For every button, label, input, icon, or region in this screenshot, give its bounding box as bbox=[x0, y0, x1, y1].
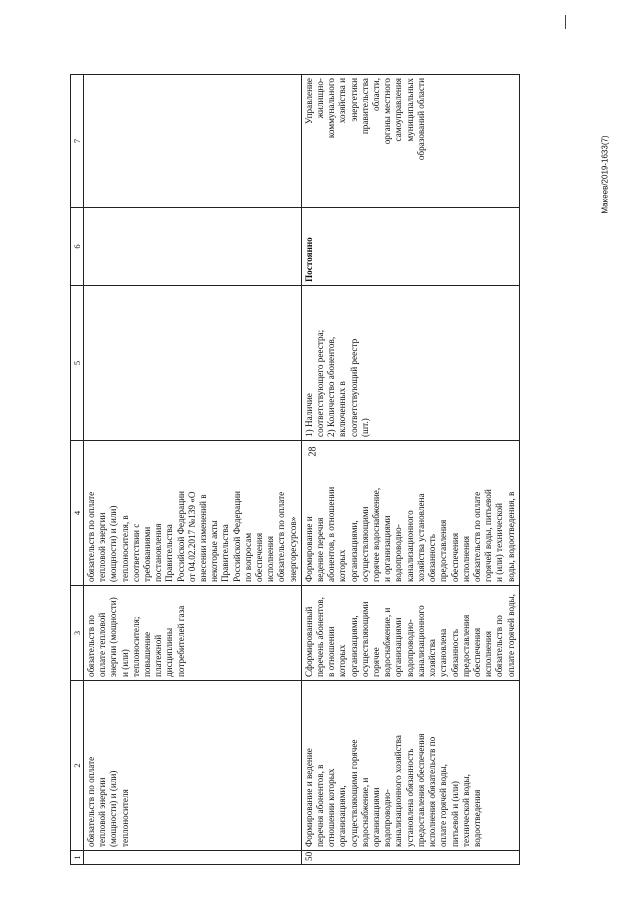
header-col-3: 3 bbox=[71, 586, 84, 681]
cell-deadline: Постоянно bbox=[301, 208, 519, 286]
cell-responsible bbox=[84, 75, 302, 208]
cell-result: Сформированный перечень абонентов, в отношении которых организациями, осуществляющими горячее водоснабжение, и организациями водопроводно- канализационного хозяйства установлена обязанность предоставления обеспечения исполнения обязательств по оплате горячей воды, bbox=[301, 586, 519, 681]
document-code: Макеев/2019-1633(7) bbox=[600, 135, 610, 214]
cell-num: 50 bbox=[301, 851, 519, 865]
cell-mechanism: Формирование и ведение перечня абонентов, в отношении которых организациями, осуществляющими горячее водоснабжение, и организациями водопроводно- канализационного хозяйства установлена обязанность предоставления обеспечения исполнения обязательств по оплате горячей воды, питьевой и (или) технической воды, водоотведения, в bbox=[301, 441, 519, 586]
cell-task: обязательств по оплате тепловой энергии (мощности) и (или) теплоносителя bbox=[84, 681, 302, 851]
cell-task: Формирование и ведение перечня абонентов, в отношении которых организациями, осуществляющими горячее водоснабжение, и организациями водопроводно- канализационного хозяйства установлена обязанность предоставления обеспечения исполнения обязательств по оплате горячей воды, питьевой и (или) технической воды, водоотведения bbox=[301, 681, 519, 851]
header-col-6: 6 bbox=[71, 208, 84, 286]
rotated-table-frame bbox=[70, 75, 516, 865]
page-edge-mark bbox=[565, 15, 566, 29]
header-col-7: 7 bbox=[71, 75, 84, 208]
page-number: 28 bbox=[307, 446, 319, 457]
rotated-table-container bbox=[70, 75, 516, 865]
header-col-2: 2 bbox=[71, 681, 84, 851]
measures-table bbox=[70, 74, 520, 865]
cell-mechanism: обязательств по оплате тепловой энергии (мощности) и (или) теплоносителя, в соответствии с требованиями постановления Правительства Российской Федерации от 04.02.2017 №139 «О внесении изменений в некоторые акты Правительства Российской Федерации по вопросам обеспечения исполнения обязательств по оплате энергоресурсов» bbox=[84, 441, 302, 586]
cell-responsible: Управление жилищно- коммунального хозяйства и энергетики правительства области, органы местного самоуправления муниципальных образований области bbox=[301, 75, 519, 208]
cell-indicator: 1) Наличие соответствующего реестра; 2) Количество абонентов, включенных в соответствующий реестр (шт.) bbox=[301, 286, 519, 441]
header-col-1: 1 bbox=[71, 851, 84, 865]
table-row-continuation bbox=[84, 75, 302, 865]
header-row bbox=[71, 75, 84, 865]
cell-num bbox=[84, 851, 302, 865]
table-row-50 bbox=[301, 75, 519, 865]
header-col-5: 5 bbox=[71, 286, 84, 441]
cell-deadline bbox=[84, 208, 302, 286]
cell-indicator bbox=[84, 286, 302, 441]
cell-result: обязательств по оплате тепловой энергии (мощности) и (или) теплоносителя; повышение платежной дисциплины потребителей газа bbox=[84, 586, 302, 681]
header-col-4: 4 bbox=[71, 441, 84, 586]
